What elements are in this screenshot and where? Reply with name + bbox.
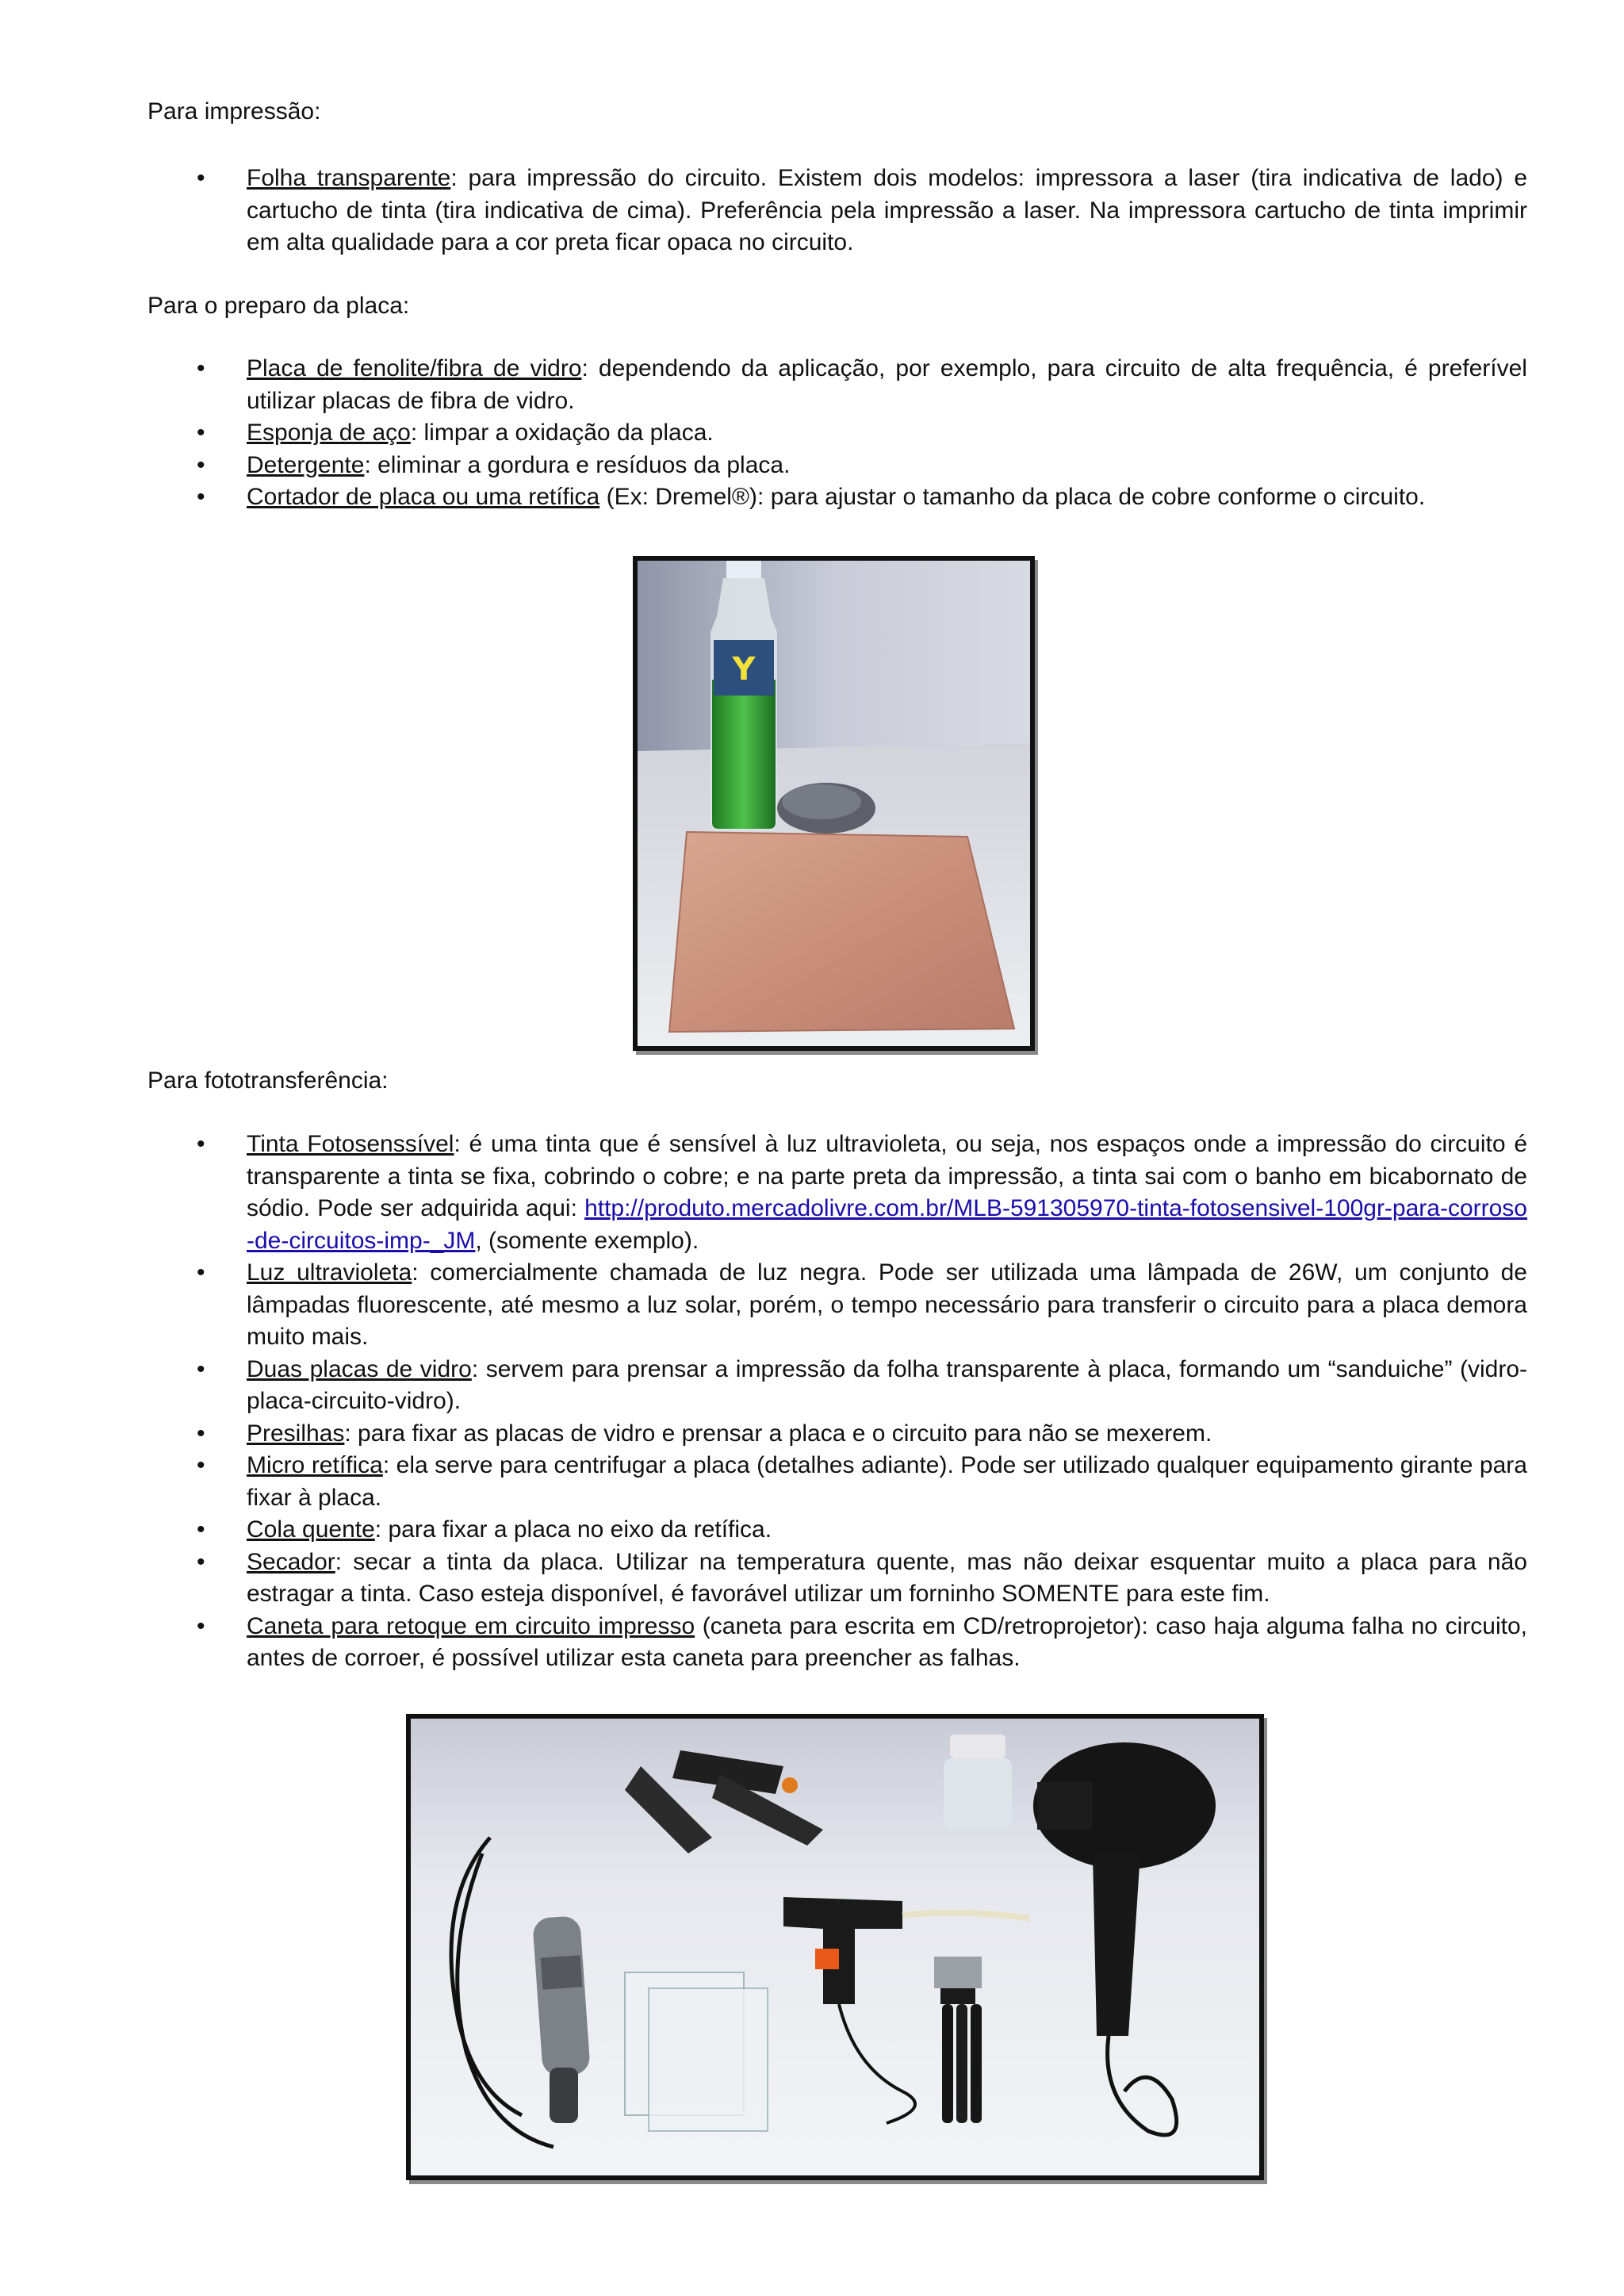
tools-photo <box>406 1714 1264 2180</box>
section-heading-photo: Para fototransferência: <box>147 1068 389 1094</box>
list-item <box>147 353 1527 417</box>
item-term: Presilhas <box>247 1420 345 1447</box>
item-text: : é uma tinta que é sensível à luz ultravioleta, ou seja, nos espaços onde a impressão do circuito é transparente a tinta se fixa, cobrindo o cobre; e na parte preta da impressão, a tinta sai com o banho em bicabornato de sódio. Pode ser adquirida aqui: <box>247 1131 1528 1221</box>
item-term: Cortador de placa ou uma retífica <box>247 484 600 510</box>
svg-text:Y: Y <box>732 651 756 688</box>
item-text: (Ex: Dremel®): para ajustar o tamanho da placa de cobre conforme o circuito. <box>599 484 1426 510</box>
item-text: : para impressão do circuito. Existem dois modelos: impressora a laser (tira indicativa de lado) e cartucho de tinta (tira indicativa de cima). Preferência pela impressão a laser. Na impressora cartucho de tinta imprimir em alta qualidade para a cor preta ficar opaca no circuito. <box>247 165 1528 255</box>
item-text: : para fixar as placas de vidro e prensar a placa e o circuito para não se mexerem. <box>344 1420 1212 1447</box>
list-item <box>147 1514 1527 1547</box>
item-term: Caneta para retoque em circuito impresso <box>247 1612 695 1639</box>
item-term: Esponja de aço <box>247 420 411 446</box>
list-item <box>147 1418 1527 1451</box>
item-text: : limpar a oxidação da placa. <box>410 420 714 446</box>
item-text: : ela serve para centrifugar a placa (detalhes adiante). Pode ser utilizado qualquer equipamento girante para fixar à placa. <box>247 1452 1527 1511</box>
purchase-link[interactable]: http://produto.mercadolivre.com.br/MLB-591305970-tinta-fotosensivel-100gr-para-corroso-de-circuitos-imp-_JM <box>247 1195 1527 1254</box>
section-heading-board: Para o preparo da placa: <box>147 293 410 319</box>
list-item <box>147 481 1527 514</box>
list-item <box>147 163 1527 259</box>
list-item <box>147 450 1527 482</box>
tools-photo-illustration <box>411 1719 1259 2175</box>
copper-board <box>669 832 1014 1032</box>
item-text: : dependendo da aplicação, por exemplo, para circuito de alta frequência, é preferível utilizar placas de fibra de vidro. <box>247 355 1527 414</box>
item-term: Duas placas de vidro <box>247 1355 472 1382</box>
list-item <box>147 1129 1527 1257</box>
item-term: Detergente <box>247 451 365 478</box>
item-term: Placa de fenolite/fibra de vidro <box>247 355 582 381</box>
materials-photo-illustration <box>638 561 1030 1046</box>
paint-jar <box>944 1734 1012 1830</box>
item-term: Micro retífica <box>247 1452 383 1478</box>
item-text: (caneta para escrita em CD/retroprojetor): caso haja alguma falha no circuito, antes de corroer, é possível utilizar esta caneta para preencher as falhas. <box>247 1612 1527 1671</box>
item-text: : secar a tinta da placa. Utilizar na temperatura quente, mas não deixar esquentar muito a placa para não estragar a tinta. Caso esteja disponível, é favorável utilizar um forninho SOMENTE para este fim. <box>247 1548 1527 1607</box>
photo-list <box>147 1129 1527 1675</box>
board-list <box>147 353 1527 514</box>
item-term: Cola quente <box>247 1516 375 1543</box>
list-item <box>147 1257 1527 1354</box>
item-text: : servem para prensar a impressão da folha transparente à placa, formando um “sanduiche” (vidro-placa-circuito-vidro). <box>247 1355 1528 1414</box>
item-text: : para fixar a placa no eixo da retífica. <box>374 1516 772 1543</box>
detergent-bottle <box>710 561 777 830</box>
item-term: Tinta Fotosenssível <box>247 1131 454 1157</box>
item-text: : comercialmente chamada de luz negra. Pode ser utilizada uma lâmpada de 26W, um conjunto de lâmpadas fluorescente, até mesmo a luz solar, porém, o tempo necessário para transferir o circuito para a placa demora muito mais. <box>247 1259 1527 1350</box>
item-term: Folha transparente <box>247 165 451 191</box>
list-item <box>147 1611 1527 1675</box>
steel-wool <box>777 783 875 834</box>
list-item <box>147 1547 1527 1611</box>
section-heading-print: Para impressão: <box>147 98 321 125</box>
list-item <box>147 1450 1527 1514</box>
materials-photo <box>633 556 1035 1051</box>
glass-plates <box>625 1972 768 2131</box>
item-text: : eliminar a gordura e resíduos da placa. <box>364 451 791 478</box>
list-item <box>147 417 1527 450</box>
item-term: Secador <box>247 1548 335 1575</box>
print-list <box>147 163 1527 259</box>
item-term: Luz ultravioleta <box>247 1259 412 1286</box>
item-text-after: , (somente exemplo). <box>475 1227 699 1254</box>
list-item <box>147 1354 1527 1418</box>
